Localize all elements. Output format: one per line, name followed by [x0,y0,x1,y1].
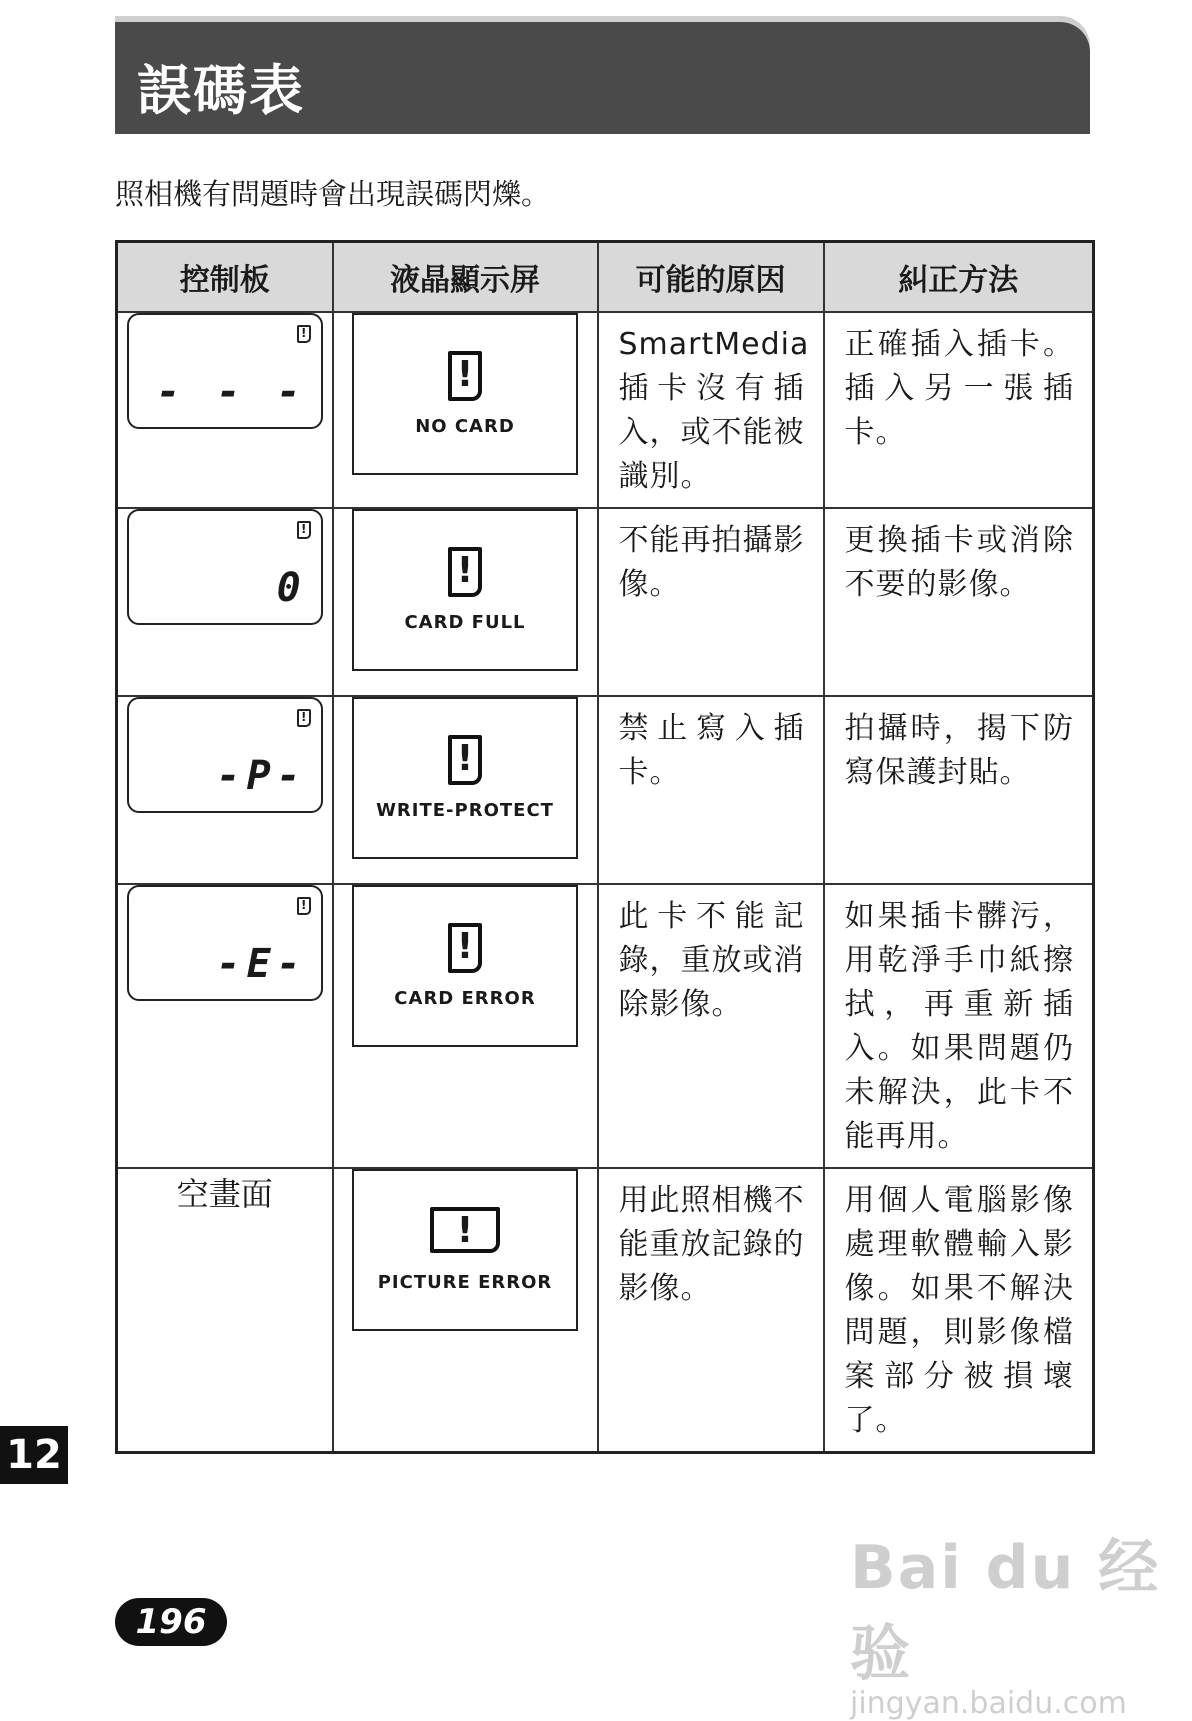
cause-cell: 禁止寫入插卡。 [598,696,824,884]
control-panel-cell [117,884,333,1168]
table-row [117,312,1094,508]
page-number: 196 [115,1598,227,1646]
control-panel-cell [117,312,333,508]
panel-symbol: - - - [156,369,307,415]
warning-card-icon: ! [297,709,311,727]
lcd-screen [352,885,578,1047]
watermark-logo: Bai du 经验 [850,1533,1161,1689]
lcd-message: WRITE-PROTECT [376,800,554,821]
lcd-screen [352,509,578,671]
intro-text: 照相機有問題時會出現誤碼閃爍。 [115,177,551,211]
watermark [850,1520,1192,1721]
warning-card-icon: ! [448,735,482,785]
lcd-screen [352,697,578,859]
panel-symbol: -P- [216,753,307,799]
cause-cell: 不能再拍攝影像。 [598,508,824,696]
control-panel-display [127,697,323,813]
control-panel-cell [117,696,333,884]
control-panel-display [127,313,323,429]
lcd-screen [352,1169,578,1331]
warning-card-icon: ! [448,351,482,401]
header-lcd-monitor: 液晶顯示屏 [333,242,598,313]
fix-cell: 用個人電腦影像處理軟體輸入影像。如果不解決問題，則影像檔案部分被損壞了。 [824,1168,1094,1453]
cause-cell: 此卡不能記錄，重放或消除影像。 [598,884,824,1168]
watermark-url: jingyan.baidu.com [850,1686,1127,1721]
lcd-cell [333,312,598,508]
lcd-message: NO CARD [415,416,515,437]
warning-card-icon: ! [430,1207,500,1253]
lcd-cell [333,508,598,696]
warning-card-icon: ! [297,897,311,915]
control-panel-display [127,509,323,625]
control-panel-cell [117,1168,333,1453]
warning-card-icon: ! [297,325,311,343]
cause-cell: 用此照相機不能重放記錄的影像。 [598,1168,824,1453]
fix-cell: 正確插入插卡。插入另一張插卡。 [824,312,1094,508]
fix-cell: 更換插卡或消除不要的影像。 [824,508,1094,696]
title-bar [115,22,1090,134]
lcd-message: PICTURE ERROR [377,1272,553,1293]
control-panel-cell [117,508,333,696]
header-possible-cause: 可能的原因 [598,242,824,313]
header-control-panel: 控制板 [117,242,333,313]
error-code-table [115,240,1095,1454]
table-row [117,884,1094,1168]
lcd-cell [333,884,598,1168]
panel-symbol: 0 [276,565,307,611]
lcd-cell [333,1168,598,1453]
blank-screen-label: 空畫面 [176,1175,273,1213]
page-title: 誤碼表 [137,59,305,122]
lcd-screen [352,313,578,475]
fix-cell: 拍攝時，揭下防寫保護封貼。 [824,696,1094,884]
control-panel-display [127,885,323,1001]
header-corrective-action: 糾正方法 [824,242,1094,313]
table-row [117,696,1094,884]
cause-cell: SmartMedia插卡沒有插入，或不能被識別。 [598,312,824,508]
fix-cell: 如果插卡髒污，用乾淨手巾紙擦拭，再重新插入。如果問題仍未解決，此卡不能再用。 [824,884,1094,1168]
warning-card-icon: ! [448,547,482,597]
chapter-tab: 12 [0,1426,68,1484]
warning-card-icon: ! [448,923,482,973]
table-row [117,508,1094,696]
warning-card-icon: ! [297,521,311,539]
panel-symbol: -E- [216,941,307,987]
table-header-row [117,242,1094,313]
lcd-message: CARD FULL [404,612,526,633]
lcd-message: CARD ERROR [394,988,536,1009]
lcd-cell [333,696,598,884]
table-row [117,1168,1094,1453]
